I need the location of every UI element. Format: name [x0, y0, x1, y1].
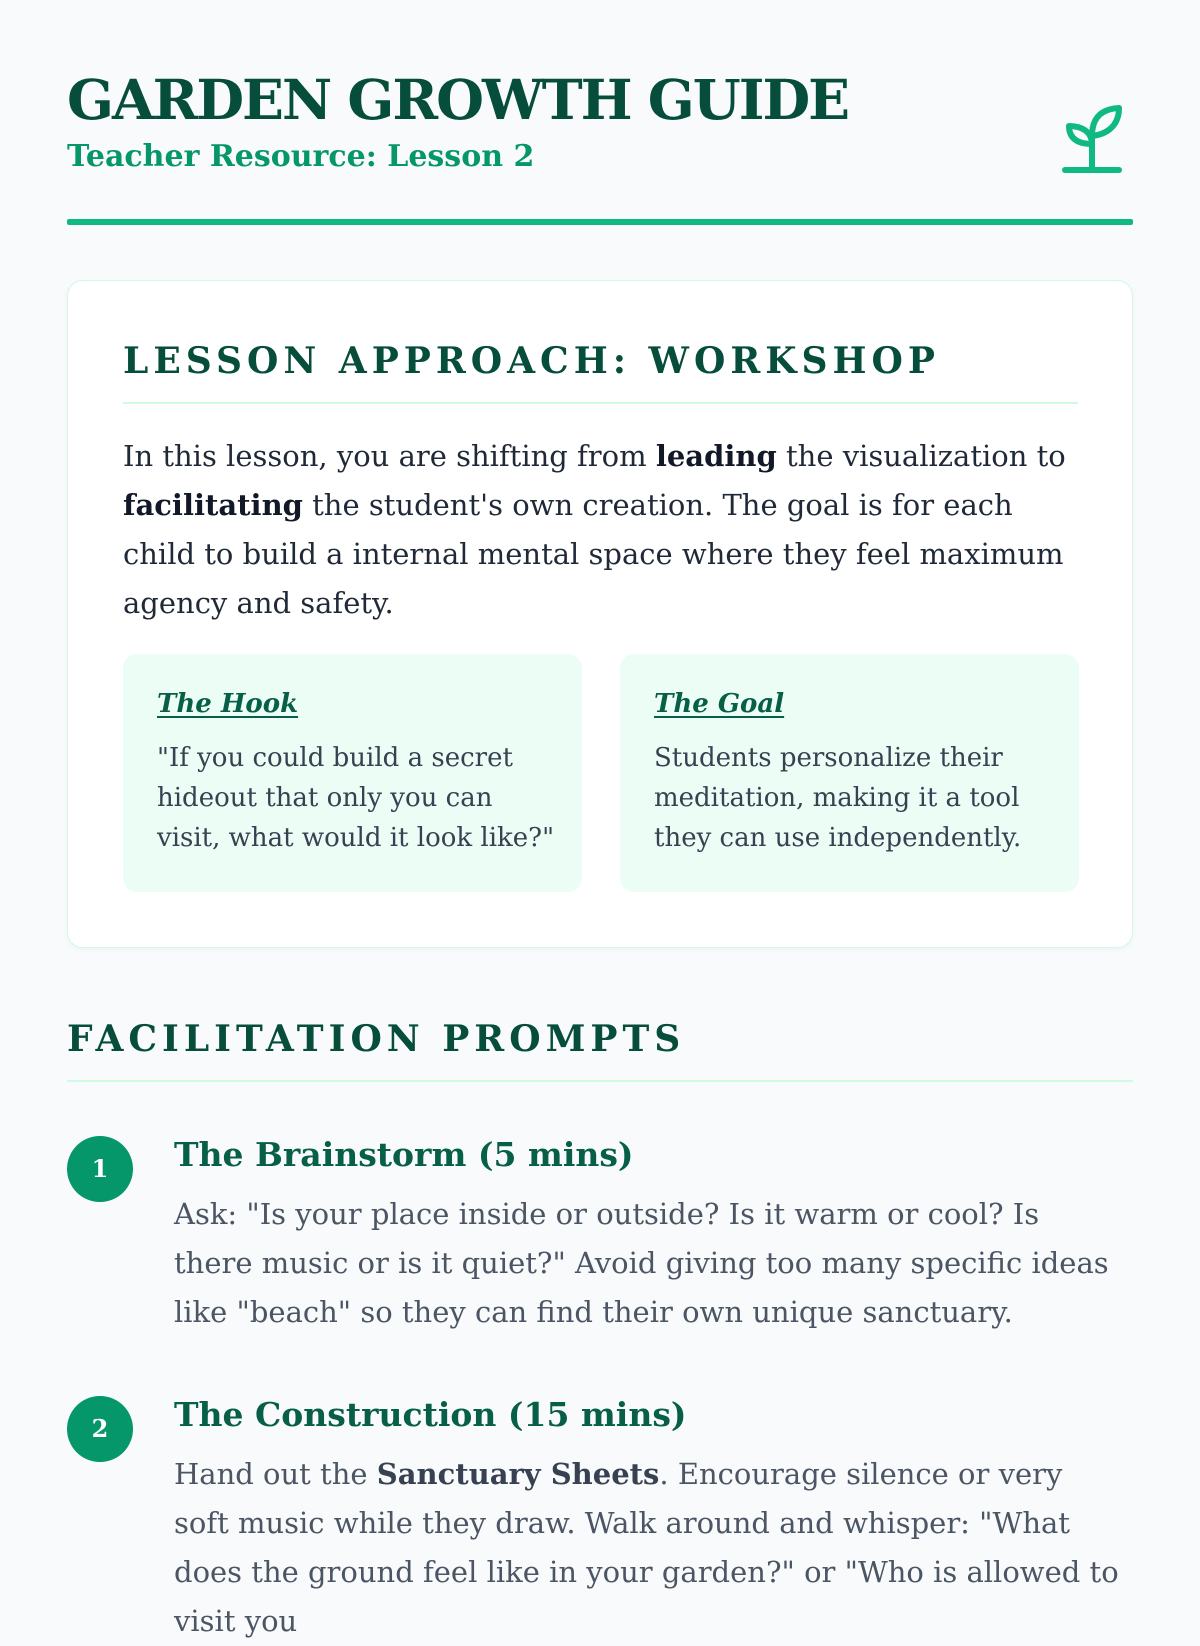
step-text: Ask: "Is your place inside or outside? Is it warm or cool? Is there music or is it quiet?" Avoid giving too many specific ideas like "beach" so they can find their own unique sanctuary.: [174, 1197, 1109, 1329]
header-divider: [67, 219, 1133, 225]
intro-text-3: the student's own creation. The goal is for each child to build a internal mental space where they feel maximum agency and safety.: [123, 488, 1064, 620]
hook-box: [123, 654, 582, 892]
prompts-divider: [67, 1080, 1133, 1082]
intro-text-1: In this lesson, you are shifting from: [123, 439, 656, 473]
page: [67, 0, 1133, 1638]
goal-text: Students personalize their meditation, making it a tool they can use independently.: [654, 743, 1022, 853]
page-title: GARDEN GROWTH GUIDE: [67, 67, 849, 132]
step-title: The Brainstorm (5 mins): [174, 1135, 634, 1174]
goal-title: The Goal: [654, 689, 785, 719]
lesson-intro: [123, 432, 1078, 628]
step-title: The Construction (15 mins): [174, 1395, 687, 1434]
step-text-part: . Encourage silence or very soft music while they draw. Walk around and whisper: "What does the ground feel like in your garden?" or "Who is allowed to visit you: [174, 1457, 1119, 1638]
step-number-badge: 2: [67, 1396, 133, 1462]
goal-box: [620, 654, 1079, 892]
facilitation-prompts-heading: FACILITATION PROMPTS: [67, 1018, 686, 1060]
step-number-badge: 1: [67, 1136, 133, 1202]
hook-title: The Hook: [157, 689, 299, 719]
sanctuary-sheets-bold: Sanctuary Sheets: [376, 1457, 660, 1491]
card-divider: [123, 402, 1078, 404]
intro-bold-facilitating: facilitating: [123, 488, 303, 522]
sprout-icon: [1059, 104, 1125, 176]
intro-text-2: the visualization to: [776, 439, 1066, 473]
intro-bold-leading: leading: [655, 439, 777, 473]
step-text: [174, 1450, 1119, 1646]
lesson-approach-card: [67, 280, 1133, 948]
header: [67, 0, 1133, 226]
lesson-approach-heading: LESSON APPROACH: WORKSHOP: [123, 340, 940, 382]
hook-text: "If you could build a secret hideout that only you can visit, what would it look like?": [157, 743, 555, 853]
step-text-part: Hand out the: [174, 1457, 377, 1491]
page-subtitle: Teacher Resource: Lesson 2: [67, 139, 535, 174]
